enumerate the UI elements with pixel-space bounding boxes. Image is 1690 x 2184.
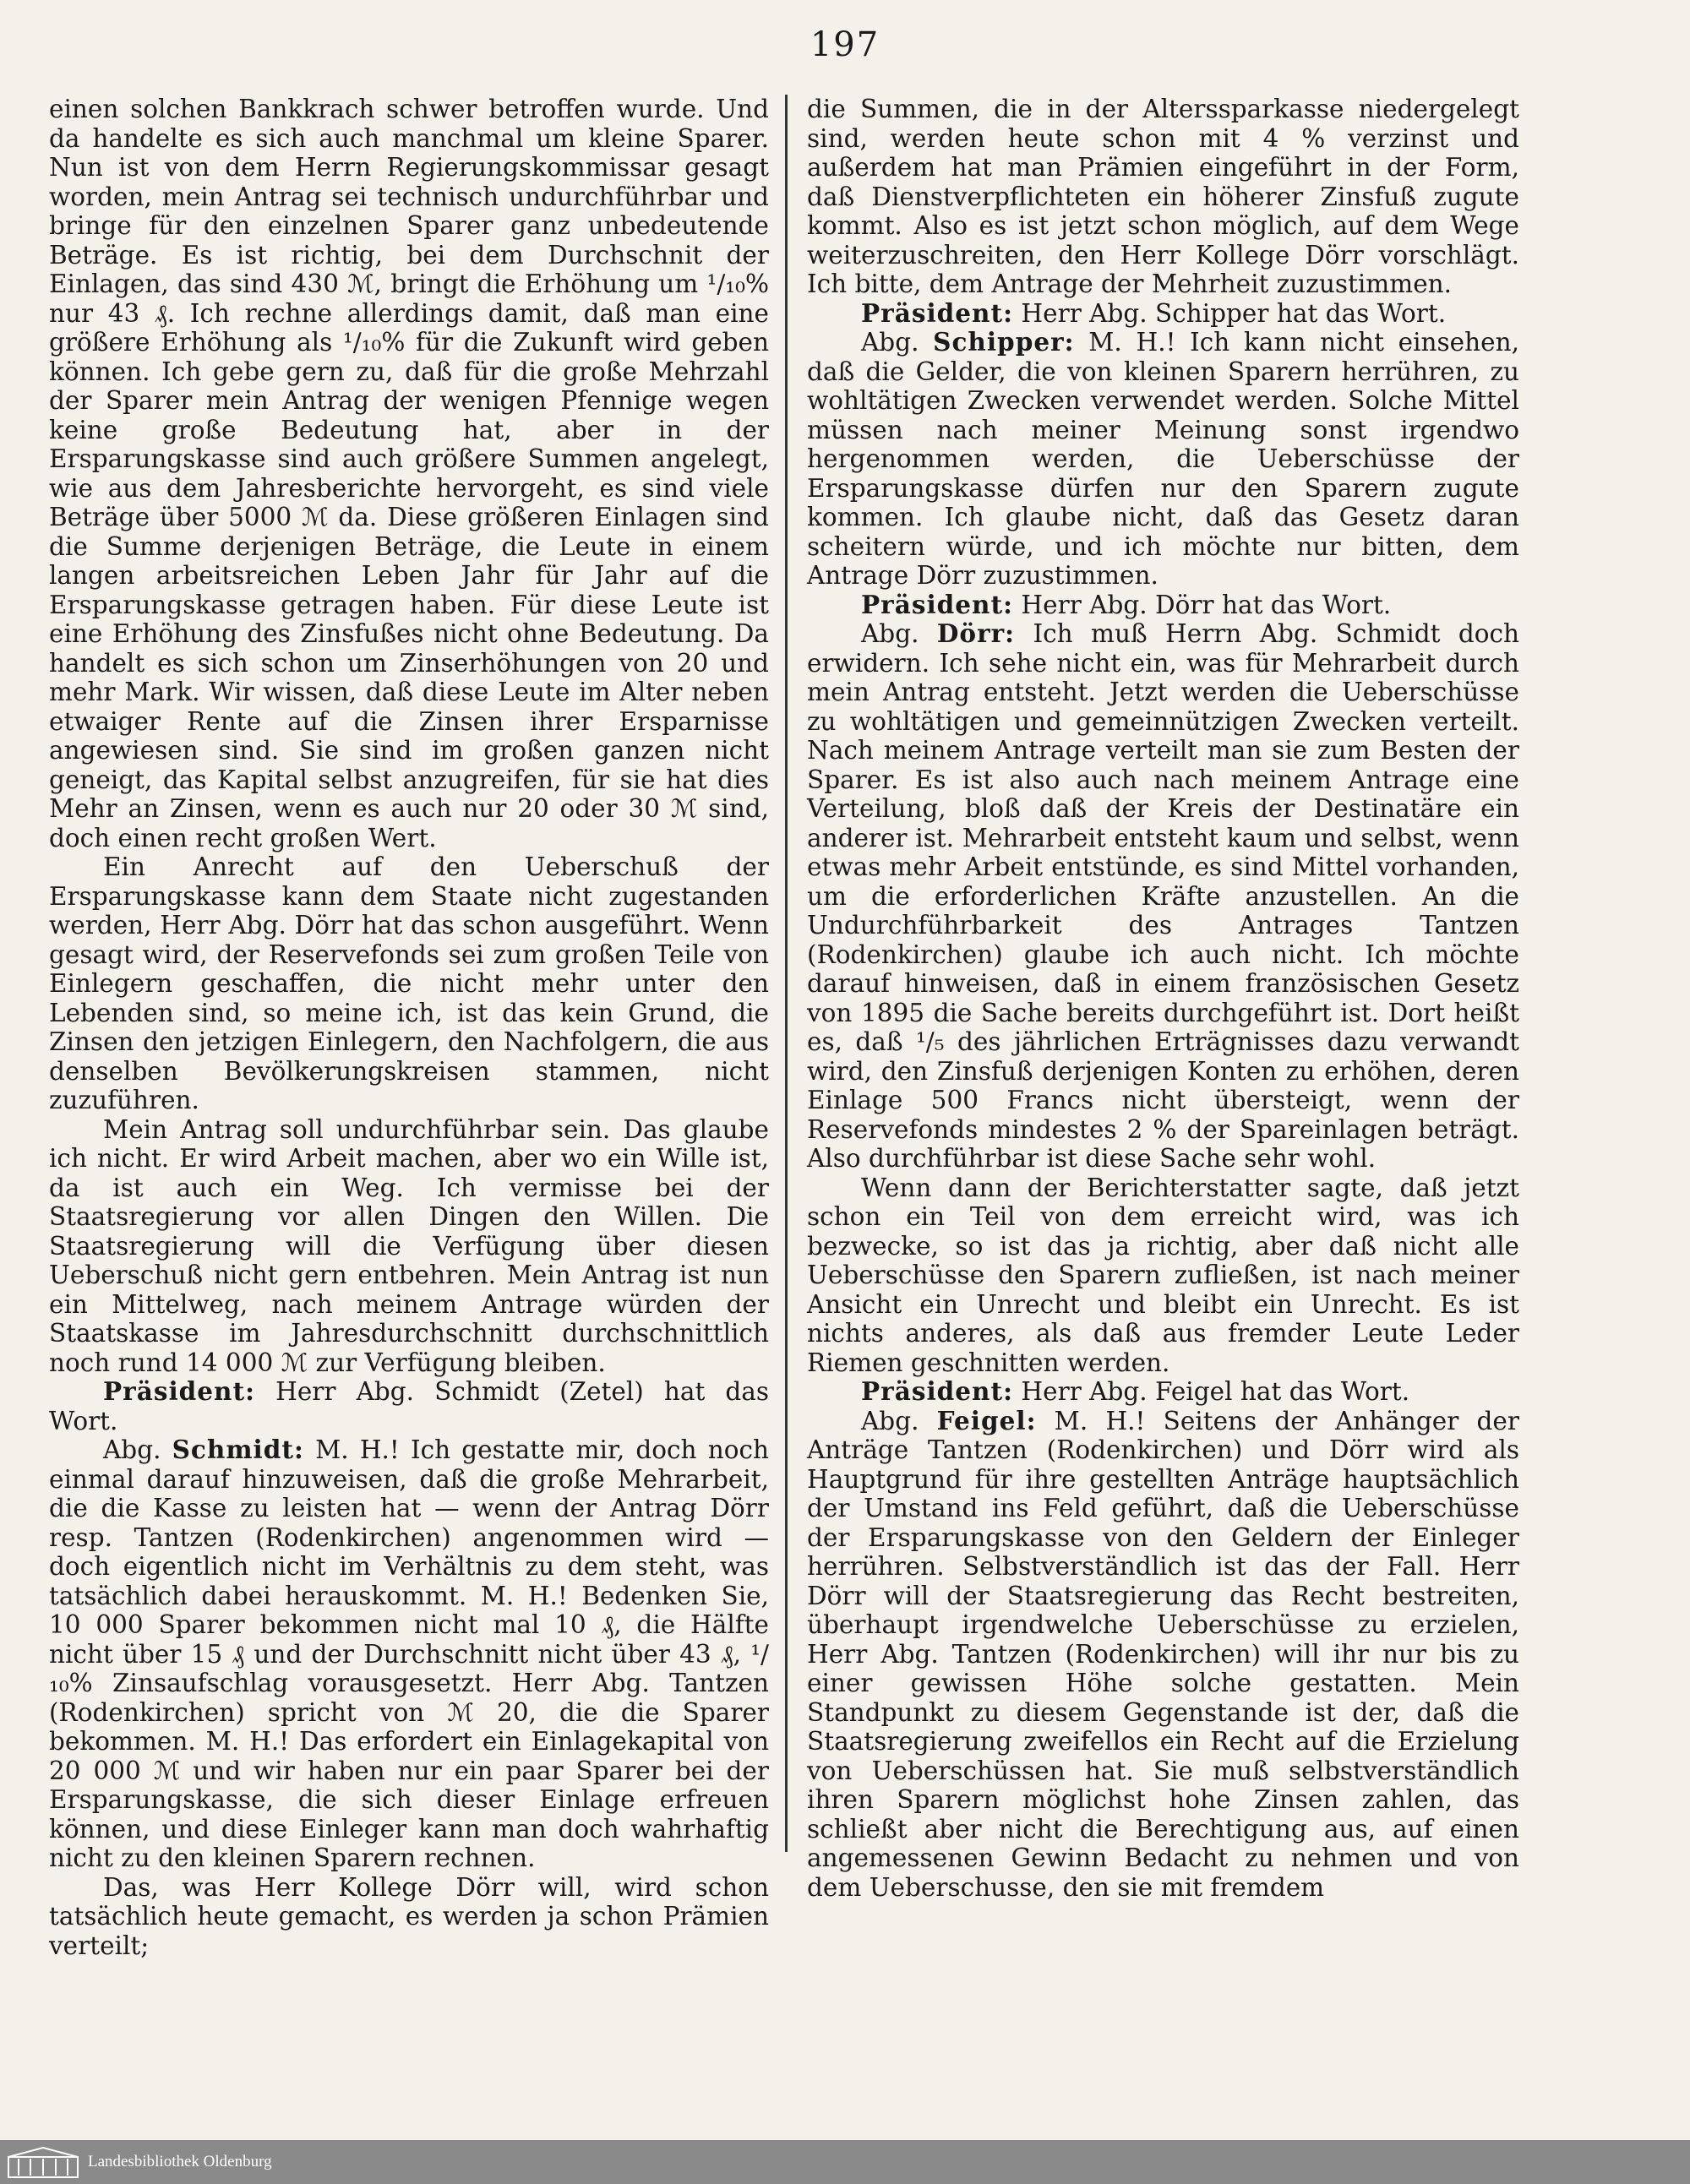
paragraph: [807, 1174, 1519, 1378]
speaker-paragraph: [807, 591, 1519, 620]
speaker-label: Präsident:: [861, 589, 1014, 619]
right-column: [807, 95, 1519, 1902]
library-building-icon: [7, 2145, 79, 2179]
footer-label: Landesbibliothek Oldenburg: [88, 2153, 272, 2170]
left-column: [49, 95, 769, 1960]
paragraph-text: Das, was Herr Kollege Dörr will, wird schon tatsächlich heute gemacht, es werden ja schon Prämien verteilt;: [49, 1872, 769, 1960]
speaker-label: Dörr:: [936, 618, 1016, 648]
paragraph-text: M. H.! Ich gestatte mir, doch noch einmal darauf hinzuweisen, daß die große Mehrarbeit, die die Kasse zu leisten hat — wenn der Antrag Dörr resp. Tantzen (Rodenkirchen) angenommen wird — doch eigentlich nicht im Verhältnis zu dem steht, was tatsächlich dabei herauskommt. M. H.! Bedenken Sie, 10 000 Sparer bekommen nicht mal 10 ₰, die Hälfte nicht über 15 ₰ und der Durchschnitt nicht über 43 ₰, ¹/₁₀% Zinsaufschlag vorausgesetzt. Herr Abg. Tantzen (Rodenkirchen) spricht von ℳ 20, die die Sparer bekommen. M. H.! Das erfordert ein Einlagekapital von 20 000 ℳ und wir haben nur ein paar Sparer bei der Ersparungskasse, die sich dieser Einlage erfreuen können, und diese Einleger kann man doch wahrhaftig nicht zu den kleinen Sparern rechnen.: [49, 1435, 769, 1872]
paragraph: [807, 95, 1519, 299]
paragraph-text: Ich muß Herrn Abg. Schmidt doch erwidern. Ich sehe nicht ein, was für Mehrarbeit durch mein Antrag entsteht. Jetzt werden die Ueberschüsse zu wohltätigen und gemeinnützigen Zwecken verteilt. Nach meinem Antrage verteilt man sie zum Besten der Sparer. Es ist also auch nach meinem Antrage eine Verteilung, bloß daß der Kreis der Destinatäre ein anderer ist. Mehrarbeit entsteht kaum und selbst, wenn etwas mehr Arbeit entstünde, es sind Mittel vorhanden, um die erforderlichen Kräfte anzustellen. An die Undurchführbarkeit des Antrages Tantzen (Rodenkirchen) glaube ich auch nicht. Ich möchte darauf hinweisen, daß in einem französischen Gesetz von 1895 die Sache bereits durchgeführt ist. Dort heißt es, daß ¹/₅ des jährlichen Erträgnisses dazu verwandt wird, den Zinsfuß derjenigen Konten zu erhöhen, deren Einlage 500 Francs nicht übersteigt, wenn der Reservefonds mindestes 2 % der Spareinlagen beträgt. Also durchführbar ist diese Sache sehr wohl.: [807, 619, 1519, 1173]
speaker-label: Schipper:: [933, 327, 1075, 357]
paragraph-text: einen solchen Bankkrach schwer betroffen wurde. Und da handelte es sich auch manchmal um kleine Sparer. Nun ist von dem Herrn Regierungskommissar gesagt worden, mein Antrag sei technisch undurchführbar und bringe für den einzelnen Sparer ganz unbedeutende Beträge. Es ist richtig, bei dem Durchschnit der Einlagen, das sind 430 ℳ, bringt die Erhöhung um ¹/₁₀% nur 43 ₰. Ich rechne allerdings damit, daß man eine größere Erhöhung als ¹/₁₀% für die Zukunft wird geben können. Ich gebe gern zu, daß für die große Mehrzahl der Sparer mein Antrag der wenigen Pfennige wegen keine große Bedeutung hat, aber in der Ersparungskasse sind auch größere Summen angelegt, wie aus dem Jahresberichte hervorgeht, es sind viele Beträge über 5000 ℳ da. Diese größeren Einlagen sind die Summe derjenigen Beträge, die Leute in einem langen arbeitsreichen Leben Jahr für Jahr auf die Ersparungskasse getragen haben. Für diese Leute ist eine Erhöhung des Zinsfußes nicht ohne Bedeutung. Da handelt es sich schon um Zinserhöhungen von 20 und mehr Mark. Wir wissen, daß diese Leute im Alter neben etwaiger Rente auf die Zinsen ihrer Ersparnisse angewiesen sind. Sie sind im großen ganzen nicht geneigt, das Kapital selbst anzugreifen, für sie hat dies Mehr an Zinsen, wenn es auch nur 20 oder 30 ℳ sind, doch einen recht großen Wert.: [49, 95, 769, 852]
speaker-paragraph: [807, 1377, 1519, 1407]
column-divider: [785, 95, 788, 1852]
paragraph-text: Herr Abg. Dörr hat das Wort.: [1021, 590, 1392, 619]
speaker-label: Präsident:: [861, 1376, 1014, 1406]
paragraph: [49, 95, 769, 852]
speaker-prefix: Abg.: [861, 619, 919, 648]
speaker-paragraph: [49, 1435, 769, 1873]
paragraph-text: Wenn dann der Berichterstatter sagte, daß jetzt schon ein Teil von dem erreicht wird, was ich bezwecke, so ist das ja richtig, aber daß nicht alle Ueberschüsse den Sparern zufließen, ist nach meiner Ansicht ein Unrecht und bleibt ein Unrecht. Es ist nichts anderes, als daß aus fremder Leute Leder Riemen geschnitten werden.: [807, 1173, 1519, 1377]
speaker-prefix: Abg.: [861, 328, 919, 357]
paragraph-text: M. H.! Ich kann nicht einsehen, daß die Gelder, die von kleinen Sparern herrühren, zu wohltätigen Zwecken verwendet werden. Solche Mittel müssen nach meiner Meinung sonst irgendwo hergenommen werden, die Ueberschüsse der Ersparungskasse dürfen nur den Sparern zugute kommen. Ich glaube nicht, daß das Gesetz daran scheitern würde, und ich möchte nur bitten, dem Antrage Dörr zuzustimmen.: [807, 328, 1519, 590]
paragraph: [49, 1873, 769, 1961]
speaker-prefix: Abg.: [103, 1435, 161, 1464]
speaker-label: Schmidt:: [172, 1435, 304, 1464]
speaker-prefix: Abg.: [861, 1406, 919, 1435]
speaker-paragraph: [807, 299, 1519, 329]
paragraph: [49, 1115, 769, 1378]
paragraph: [49, 852, 769, 1115]
speaker-paragraph: [807, 328, 1519, 591]
paragraph-text: Herr Abg. Schmidt (Zetel) hat das Wort.: [49, 1377, 769, 1435]
page-number: 197: [810, 25, 880, 64]
speaker-paragraph: [807, 619, 1519, 1174]
speaker-label: Präsident:: [861, 297, 1014, 328]
paragraph-text: Mein Antrag soll undurchführbar sein. Das glaube ich nicht. Er wird Arbeit machen, aber wo ein Wille ist, da ist auch ein Weg. Ich vermisse bei der Staatsregierung vor allen Dingen den Willen. Die Staatsregierung will die Verfügung über diesen Ueberschuß nicht gern entbehren. Mein Antrag ist nun ein Mittelweg, nach meinem Antrage würden der Staatskasse im Jahresdurchschnitt durchschnittlich noch rund 14 000 ℳ zur Verfügung bleiben.: [49, 1114, 769, 1377]
paragraph-text: die Summen, die in der Alterssparkasse niedergelegt sind, werden heute schon mit 4 % verzinst und außerdem hat man Prämien eingeführt in der Form, daß Dienstverpflichteten ein höherer Zinsfuß zugute kommt. Also es ist jetzt schon möglich, auf dem Wege weiterzuschreiten, den Herr Kollege Dörr vorschlägt. Ich bitte, dem Antrage der Mehrheit zuzustimmen.: [807, 95, 1519, 298]
paragraph-text: M. H.! Seitens der Anhänger der Anträge Tantzen (Rodenkirchen) und Dörr wird als Hauptgrund für ihre gestellten Anträge hauptsächlich der Umstand ins Feld geführt, daß die Ueberschüsse der Ersparungskasse von den Geldern der Einleger herrühren. Selbstverständlich ist das der Fall. Herr Dörr will der Staatsregierung das Recht bestreiten, überhaupt irgendwelche Ueberschüsse zu erzielen, Herr Abg. Tantzen (Rodenkirchen) will ihr nur bis zu einer gewissen Höhe solche gestatten. Mein Standpunkt zu diesem Gegenstande ist der, daß die Staatsregierung zweifellos ein Recht auf die Erzielung von Ueberschüssen hat. Sie muß selbstverständlich ihren Sparern möglichst hohe Zinsen zahlen, das schließt aber nicht die Berechtigung aus, auf einen angemessenen Gewinn Bedacht zu nehmen und von dem Ueberschusse, den sie mit fremdem: [807, 1406, 1519, 1902]
speaker-label: Feigel:: [936, 1405, 1037, 1435]
paragraph-text: Herr Abg. Feigel hat das Wort.: [1021, 1377, 1410, 1406]
speaker-paragraph: [807, 1407, 1519, 1903]
paragraph-text: Ein Anrecht auf den Ueberschuß der Ersparungskasse kann dem Staate nicht zugestanden werden, Herr Abg. Dörr hat das schon ausgeführt. Wenn gesagt wird, der Reservefonds sei zum großen Teile von Einlegern geschaffen, die nicht mehr unter den Lebenden sind, so meine ich, ist das kein Grund, die Zinsen den jetzigen Einlegern, den Nachfolgern, die aus denselben Bevölkerungskreisen stammen, nicht zuzuführen.: [49, 852, 769, 1114]
paragraph-text: Herr Abg. Schipper hat das Wort.: [1021, 298, 1447, 328]
library-footer: [0, 2140, 1690, 2184]
speaker-label: Präsident:: [103, 1376, 256, 1406]
speaker-paragraph: [49, 1377, 769, 1435]
